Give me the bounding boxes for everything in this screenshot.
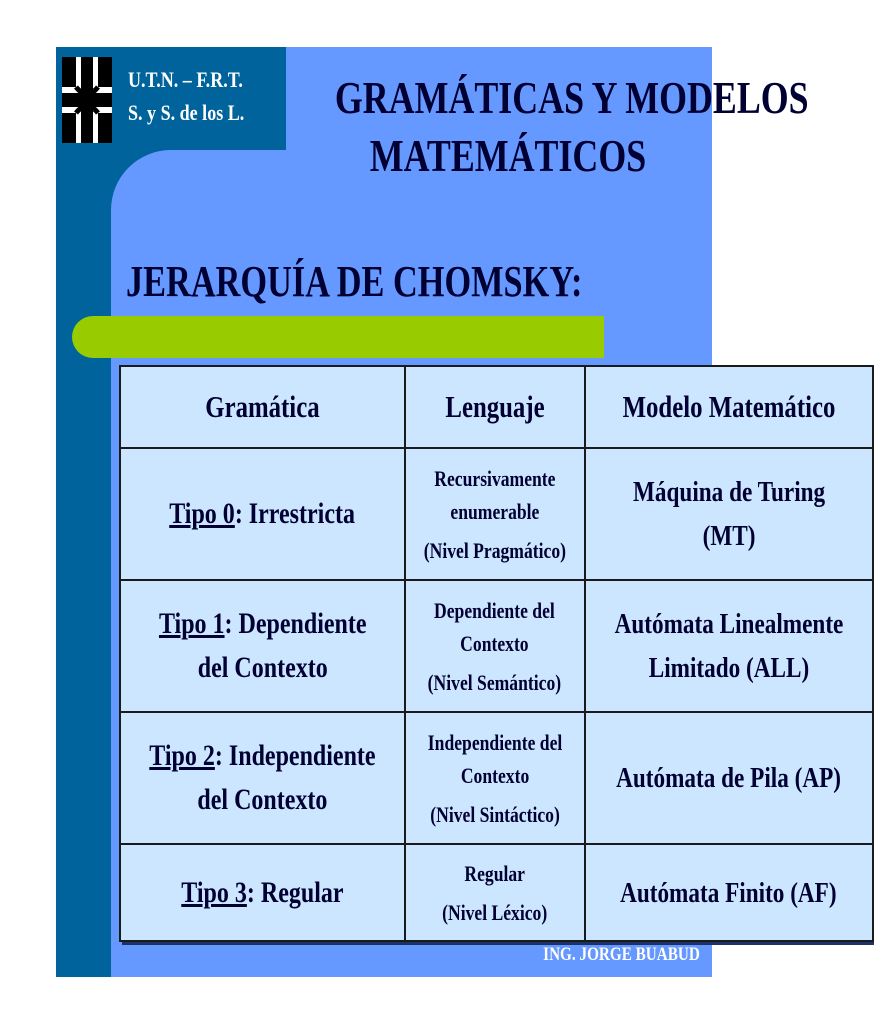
grammar-cell: Tipo 1: Dependiente del Contexto (120, 580, 405, 712)
column-header: Lenguaje (405, 366, 585, 448)
column-header: Modelo Matemático (585, 366, 873, 448)
title-line2: MATEMÁTICOS (369, 130, 647, 181)
institution-label (128, 63, 244, 129)
model-cell: Autómata Finito (AF) (585, 844, 873, 941)
page-title (334, 69, 809, 185)
grammar-cell: Tipo 2: Independiente del Contexto (120, 712, 405, 844)
language-cell: Independiente del Contexto (Nivel Sintáctico) (405, 712, 585, 844)
language-cell: Regular (Nivel Léxico) (405, 844, 585, 941)
chomsky-table (119, 365, 874, 942)
language-cell: Dependiente del Contexto (Nivel Semántico) (405, 580, 585, 712)
column-header: Gramática (120, 366, 405, 448)
model-cell: Autómata Linealmente Limitado (ALL) (585, 580, 873, 712)
table-row (120, 580, 873, 712)
tipo-label: Tipo 2 (149, 739, 215, 772)
left-band (56, 47, 111, 977)
accent-bar (72, 316, 604, 358)
table-header-row (120, 366, 873, 448)
table-row (120, 844, 873, 941)
model-cell: Máquina de Turing (MT) (585, 448, 873, 580)
grammar-cell: Tipo 0: Irrestricta (120, 448, 405, 580)
section-subtitle: JERARQUÍA DE CHOMSKY: (126, 257, 583, 306)
institution-line1: U.T.N. – F.R.T. (128, 67, 243, 92)
title-line1: GRAMÁTICAS Y MODELOS (334, 72, 809, 123)
table-row (120, 448, 873, 580)
institution-line2: S. y S. de los L. (128, 100, 245, 125)
tipo-label: Tipo 1 (158, 607, 225, 640)
grammar-cell: Tipo 3: Regular (120, 844, 405, 941)
utn-logo-icon (62, 57, 112, 143)
language-cell: Recursivamente enumerable (Nivel Pragmático) (405, 448, 585, 580)
tipo-label: Tipo 3 (181, 875, 247, 909)
tipo-label: Tipo 0 (169, 497, 236, 530)
slide (56, 47, 843, 977)
model-cell: Autómata de Pila (AP) (585, 712, 873, 844)
corner-curve (111, 150, 171, 210)
footer-author: ING. JORGE BUABUD (543, 944, 700, 965)
table-row (120, 712, 873, 844)
